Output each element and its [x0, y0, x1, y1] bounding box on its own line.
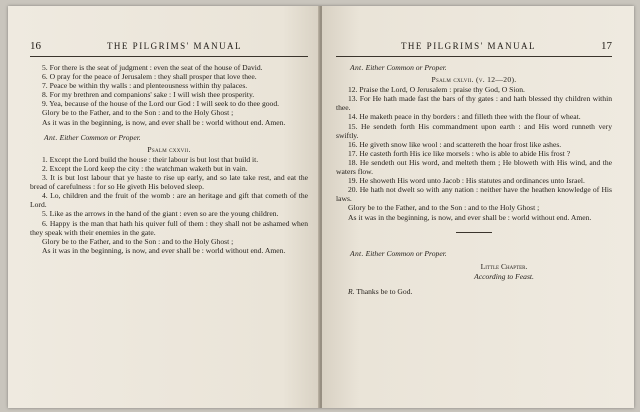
verse: 15. He sendeth forth His commandment upon earth : and His word runneth very swiftly. — [336, 121, 612, 140]
response-label: R. — [348, 286, 355, 296]
verse: 1. Except the Lord build the house : their labour is but lost that build it. — [42, 154, 259, 164]
psalm-title: Psalm cxxvii. — [147, 144, 191, 154]
chapter-note: According to Feast. — [474, 271, 534, 281]
antiphon-text: Either Common or Proper. — [365, 248, 447, 258]
verse: 18. He sendeth out His word, and melteth them ; He bloweth with His wind, and the waters flow. — [336, 157, 612, 177]
verse: 7. Peace be within thy walls : and plenteousness within thy palaces. — [42, 81, 248, 91]
response-text: Thanks be to God. — [356, 286, 413, 296]
verse: 19. He showeth His word unto Jacob : His statutes and ordinances unto Israel. — [348, 176, 585, 186]
doxology: Glory be to the Father, and to the Son : and to the Holy Ghost ; — [42, 236, 234, 246]
verse: 4. Lo, children and the fruit of the womb : are an heritage and gift that cometh of the Lord. — [30, 191, 308, 210]
verse: 5. For there is the seat of judgment : even the seat of the house of David. — [42, 63, 263, 72]
header-rule — [336, 56, 612, 57]
verse: 16. He giveth snow like wool : and scattereth the hoar frost like ashes. — [348, 139, 562, 149]
running-title: THE PILGRIMS' MANUAL — [106, 41, 243, 51]
verse: 20. He hath not dwelt so with any nation : neither have the heathen knowledge of His laws. — [336, 185, 612, 204]
verse: 14. He maketh peace in thy borders : and filleth thee with the flour of wheat. — [348, 112, 581, 122]
left-header — [30, 40, 308, 52]
verse: 5. Like as the arrows in the hand of the giant : even so are the young children. — [42, 209, 279, 219]
chapter-title: Little Chapter. — [480, 261, 528, 271]
verse: 6. Happy is the man that hath his quiver full of them : they shall not be ashamed when they speak with their enemies in the gate. — [30, 218, 308, 237]
doxology: As it was in the beginning, is now, and ever shall be : world without end. Amen. — [42, 117, 286, 127]
verse: 12. Praise the Lord, O Jerusalem : praise thy God, O Sion. — [348, 85, 525, 95]
verse: 6. O pray for the peace of Jerusalem : they shall prosper that love thee. — [42, 72, 257, 82]
running-title: THE PILGRIMS' MANUAL — [400, 41, 537, 51]
doxology: As it was in the beginning, is now, and ever shall be : world without end. Amen. — [348, 212, 592, 222]
verse: 8. For my brethren and companions' sake : I will wish thee prosperity. — [42, 90, 255, 100]
left-page-text — [30, 63, 308, 255]
antiphon-label: Ant. — [350, 63, 364, 72]
section-divider — [456, 232, 492, 233]
doxology: Glory be to the Father, and to the Son : and to the Holy Ghost ; — [42, 108, 234, 118]
antiphon — [30, 133, 308, 142]
verse: 3. It is but lost labour that ye haste to rise up early, and so late take rest, and eat the bread of carefulness : for so He giveth His beloved sleep. — [30, 173, 308, 192]
antiphon-text: Either Common or Proper. — [59, 132, 141, 142]
doxology: As it was in the beginning, is now, and ever shall be : world without end. Amen. — [42, 245, 286, 255]
header-rule — [30, 56, 308, 57]
page-number: 17 — [601, 40, 612, 52]
verse: 13. For He hath made fast the bars of thy gates : and hath blessed thy children within thee. — [336, 94, 612, 113]
antiphon — [336, 249, 612, 258]
right-page — [322, 6, 634, 408]
open-book — [8, 6, 634, 408]
response — [336, 287, 612, 296]
antiphon — [336, 63, 612, 72]
antiphon-text: Either Common or Proper. — [365, 63, 447, 72]
doxology: Glory be to the Father, and to the Son : and to the Holy Ghost ; — [348, 203, 540, 213]
psalm-title: Psalm cxlvii. (v. 12—20). — [431, 75, 517, 85]
right-page-text — [336, 63, 612, 296]
right-header — [336, 40, 612, 52]
verse: 2. Except the Lord keep the city : the watchman waketh but in vain. — [42, 163, 248, 173]
antiphon-label: Ant. — [350, 248, 364, 258]
page-number: 16 — [30, 40, 41, 52]
left-page — [8, 6, 320, 408]
antiphon-label: Ant. — [44, 132, 58, 142]
verse: 17. He casteth forth His ice like morsels : who is able to abide His frost ? — [348, 148, 571, 158]
verse: 9. Yea, because of the house of the Lord our God : I will seek to do thee good. — [42, 99, 280, 109]
